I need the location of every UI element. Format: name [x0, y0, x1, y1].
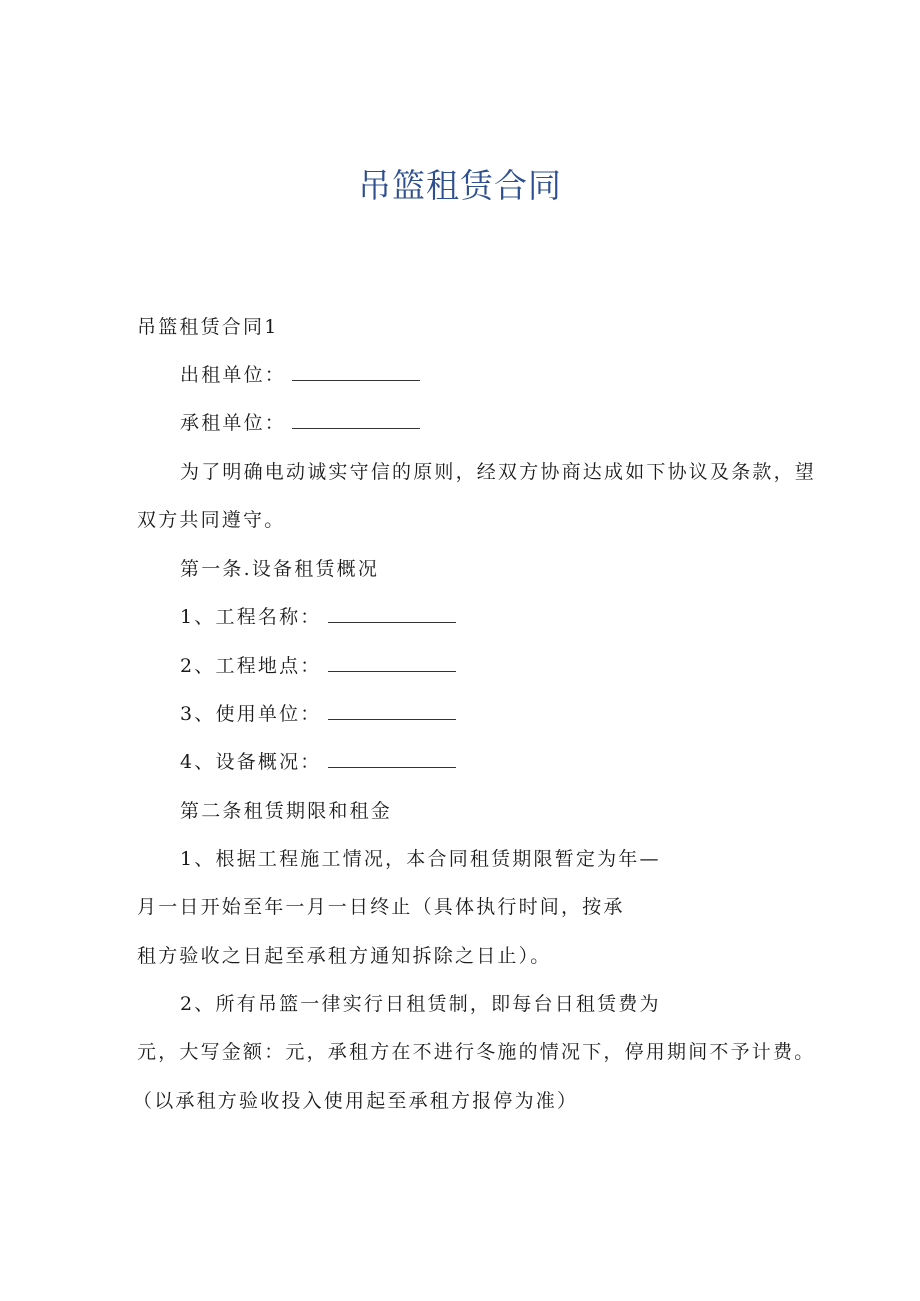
item-project-name	[180, 604, 456, 630]
lessor-label: 出租单位：	[180, 364, 287, 386]
clause-1-line-3: 租方验收之日起至承租方通知拆除之日止）。	[137, 945, 552, 967]
intro-paragraph-line-1: 为了明确电动诚实守信的原则，经双方协商达成如下协议及条款，望	[180, 461, 817, 483]
project-name-blank	[328, 604, 456, 623]
item-user-unit	[180, 701, 456, 727]
project-location-blank	[328, 653, 456, 672]
clause-2-line-3: （以承租方验收投入使用起至承租方报停为准）	[133, 1090, 579, 1112]
article-1-heading: 第一条.设备租赁概况	[180, 558, 380, 580]
equipment-overview-blank	[328, 749, 456, 768]
lessee-line	[180, 410, 420, 436]
clause-1-line-1: 1、根据工程施工情况，本合同租赁期限暂定为年—	[180, 848, 661, 870]
lessee-blank	[292, 410, 420, 429]
document-title: 吊篮租赁合同	[358, 166, 562, 205]
item-equipment-overview-label: 4、设备概况：	[180, 751, 322, 773]
lessee-label: 承租单位：	[180, 412, 287, 434]
article-2-heading: 第二条租赁期限和租金	[180, 800, 393, 822]
user-unit-blank	[328, 701, 456, 720]
lessor-line	[180, 362, 420, 388]
item-project-location-label: 2、工程地点：	[180, 655, 322, 677]
item-project-location	[180, 653, 456, 679]
lessor-blank	[292, 362, 420, 381]
item-project-name-label: 1、工程名称：	[180, 606, 322, 628]
item-equipment-overview	[180, 749, 456, 775]
contract-heading: 吊篮租赁合同1	[137, 316, 279, 338]
clause-2-line-2: 元，大写金额：元，承租方在不进行冬施的情况下，停用期间不予计费。	[137, 1041, 816, 1063]
clause-2-line-1: 2、所有吊篮一律实行日租赁制，即每台日租赁费为	[180, 993, 661, 1015]
item-user-unit-label: 3、使用单位：	[180, 703, 322, 725]
intro-paragraph-line-2: 双方共同遵守。	[137, 509, 286, 531]
clause-1-line-2: 月一日开始至年一月一日终止（具体执行时间，按承	[137, 896, 625, 918]
